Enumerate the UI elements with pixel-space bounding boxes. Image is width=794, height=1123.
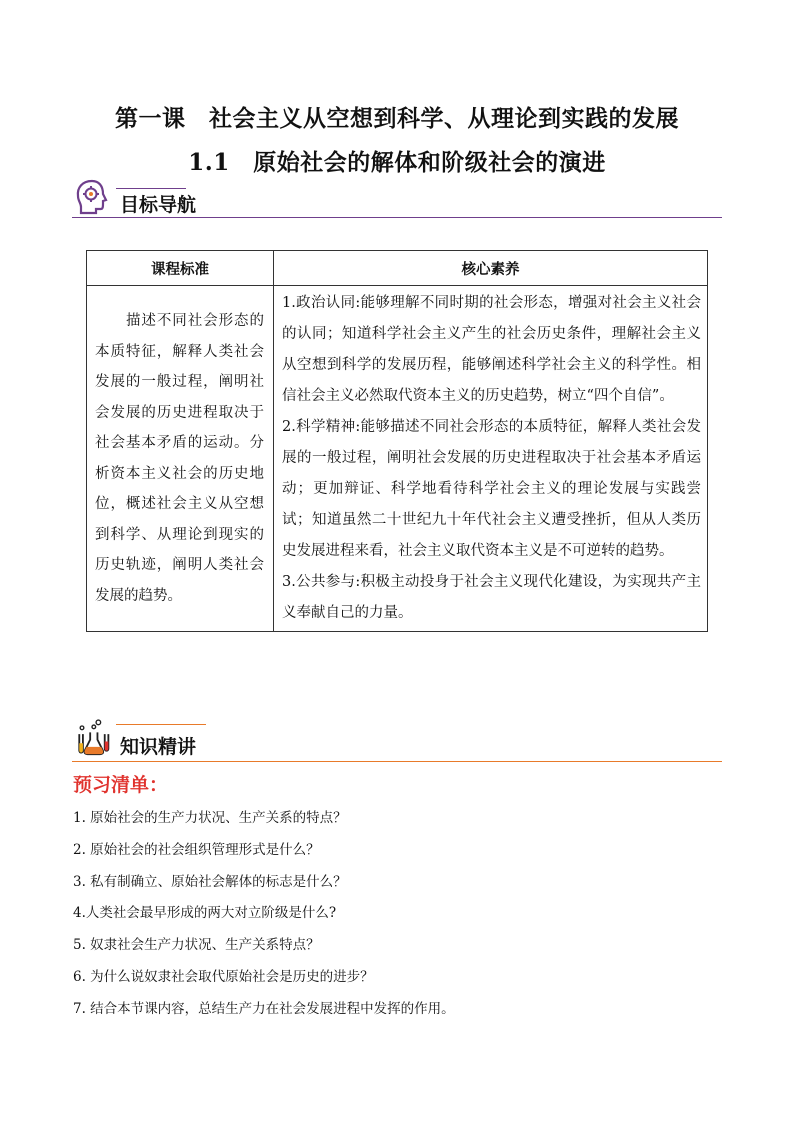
- core-literacy-item: 3.公共参与:积极主动投身于社会主义现代化建设，为实现共产主义奉献自己的力量。: [282, 574, 701, 621]
- table-row: [87, 286, 708, 632]
- flask-lab-icon: [72, 716, 112, 756]
- section-divider: [72, 761, 722, 762]
- core-literacy-item: 1.政治认同:能够理解不同时期的社会形态，增强对社会主义社会的认同；知道科学社会主义产生的社会历史条件，理解社会主义从空想到科学的发展历程，能够阐述科学社会主义的科学性。相信社会主义必然取代资本主义的历史趋势，树立“四个自信”。: [282, 295, 701, 404]
- header-accent-line: [116, 724, 206, 725]
- course-standard-text: 描述不同社会形态的本质特征，解释人类社会发展的一般过程，阐明社会发展的历史进程取决于社会基本矛盾的运动。分析资本主义社会的历史地位，概述社会主义从空想到科学、从理论到现实的历史轨迹，阐明人类社会发展的趋势。: [95, 313, 264, 604]
- column-header: 课程标准: [87, 251, 274, 286]
- core-literacy-item: 2.科学精神:能够描述不同社会形态的本质特征，解释人类社会发展的一般过程，阐明社会发展的历史进程取决于社会基本矛盾运动；更加辩证、科学地看待科学社会主义的理论发展与实践尝试；知道虽然二十世纪九十年代社会主义遭受挫折，但从人类历史发展进程来看，社会主义取代资本主义是不可逆转的趋势。: [282, 419, 701, 559]
- section-label: 知识精讲: [120, 736, 197, 758]
- goal-section-header: [72, 176, 722, 220]
- head-gear-icon: [72, 176, 112, 216]
- page-title: 第一课 社会主义从空想到科学、从理论到实践的发展: [115, 105, 679, 132]
- preview-question-list: [73, 806, 455, 1029]
- column-header: 核心素养: [274, 251, 708, 286]
- course-standard-cell: [87, 286, 274, 632]
- page-subtitle: 1.1 原始社会的解体和阶级社会的演进: [188, 149, 606, 176]
- list-item: 6. 为什么说奴隶社会取代原始社会是历史的进步？: [73, 968, 374, 985]
- header-accent-line: [116, 188, 186, 189]
- section-label: 目标导航: [120, 194, 197, 216]
- standards-table: [86, 250, 708, 632]
- list-item: 4.人类社会最早形成的两大对立阶级是什么?: [73, 905, 337, 922]
- preview-title: 预习清单：: [73, 774, 169, 796]
- list-item: 7. 结合本节课内容，总结生产力在社会发展进程中发挥的作用。: [73, 1000, 455, 1017]
- list-item: 1. 原始社会的生产力状况、生产关系的特点？: [73, 810, 347, 826]
- core-literacy-cell: [274, 286, 708, 632]
- list-item: 5. 奴隶社会生产力状况、生产关系特点？: [73, 937, 320, 954]
- list-item: 3. 私有制确立、原始社会解体的标志是什么？: [73, 873, 347, 890]
- list-item: 2. 原始社会的社会组织管理形式是什么？: [73, 841, 320, 858]
- table-header-row: [87, 251, 708, 286]
- knowledge-section-header: [72, 716, 722, 764]
- section-divider: [72, 217, 722, 218]
